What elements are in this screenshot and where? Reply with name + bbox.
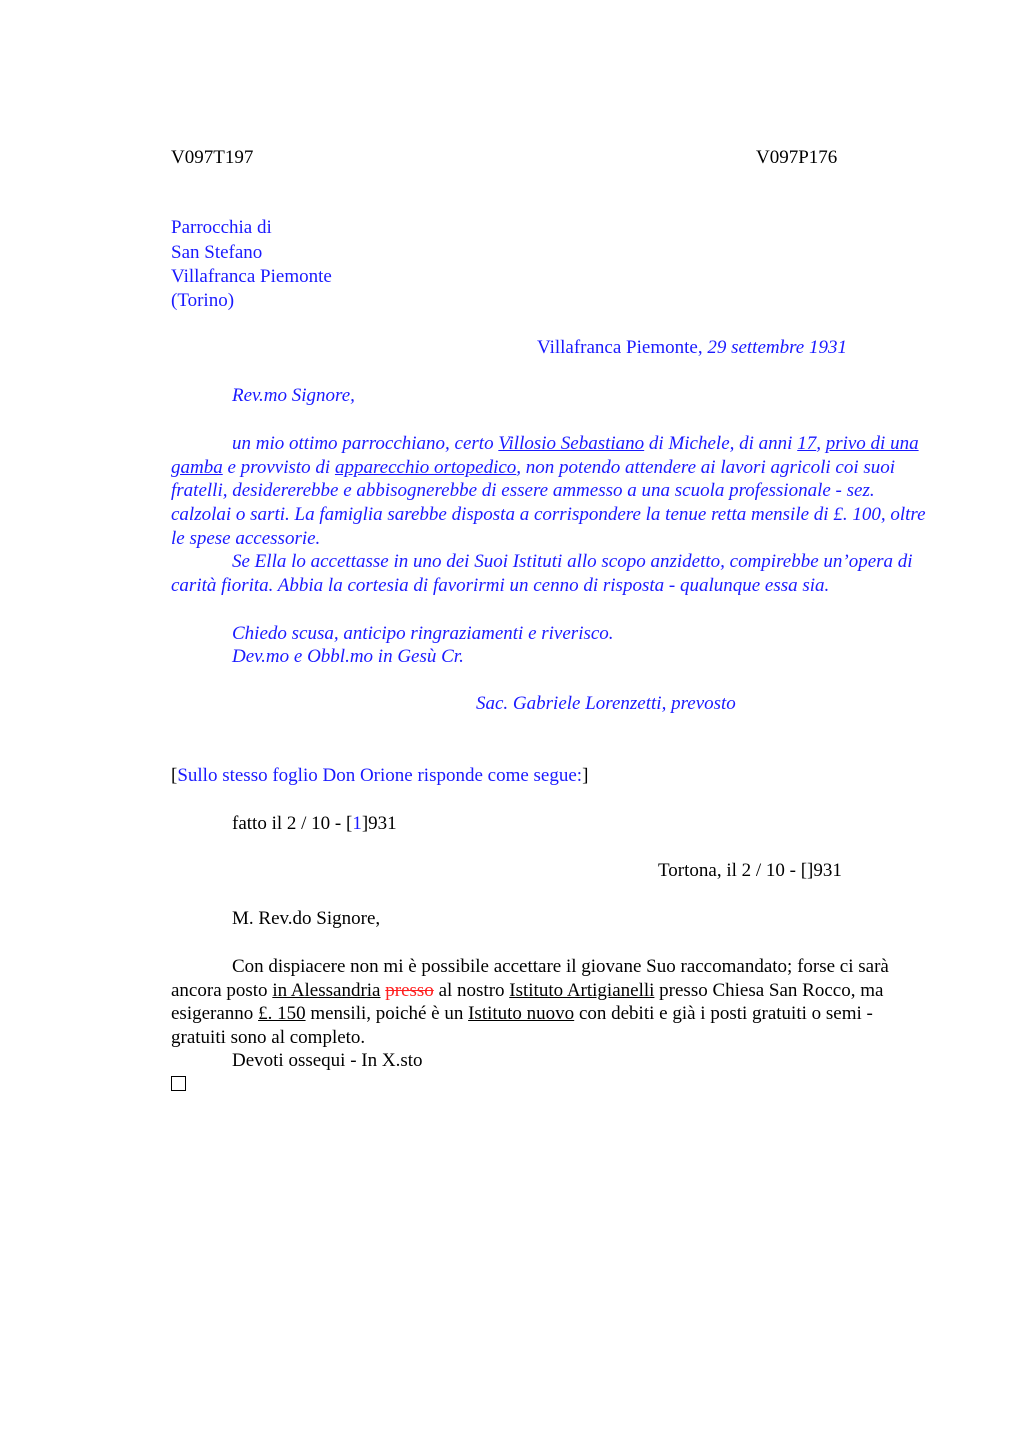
underlined-city: in Alessandria [272,979,381,1001]
letterhead-line-2: San Stefano [171,242,263,263]
reply-dateline: Tortona, il 2 / 10 - []931 [658,860,842,881]
reply-salutation: M. Rev.do Signore, [232,908,381,929]
reply-closing: Devoti ossequi - In X.sto [232,1050,423,1071]
underlined-institute: Istituto Artigianelli [509,979,655,1001]
reply-body: Con dispiacere non mi è possibile accettare il giovane Suo raccomandato; forse ci sarà ancora posto in Alessandria presso al nostro Istituto Artigianelli presso Chiesa San Rocco, ma esigeranno £. 150 mensili, poiché è un Istituto nuovo con debiti e già i posti gratuiti o semi - gratuiti sono al completo. [171,956,889,1049]
letter-paragraph-2: Se Ella lo accettasse in uno dei Suoi Istituti allo scopo anzidetto, compirebbe un’opera di carità fiorita. Abbia la cortesia di favorirmi un cenno di risposta - qualunque essa sia. [171,551,913,596]
underlined-device: apparecchio ortopedico [334,456,517,478]
letterhead-line-3: Villafranca Piemonte [171,266,332,287]
underlined-new-institute: Istituto nuovo [468,1003,575,1025]
underlined-amount: £. 150 [258,1003,306,1025]
underlined-name: Villosio Sebastiano [498,433,645,454]
dateline-place: Villafranca Piemonte, [537,337,703,358]
letter-paragraph-3: Chiedo scusa, anticipo ringraziamenti e riverisco. [232,623,614,644]
struck-word: presso [385,979,434,1001]
right-code: V097P176 [756,147,838,168]
letter-signature: Sac. Gabriele Lorenzetti, prevosto [476,693,736,714]
left-code: V097T197 [171,147,254,168]
editorial-note: [Sullo stesso foglio Don Orione risponde come segue:] [171,765,589,786]
underlined-age: 17 [797,433,817,454]
letterhead-line-1: Parrocchia di [171,217,272,238]
letter-paragraph-4: Dev.mo e Obbl.mo in Gesù Cr. [232,646,464,667]
dateline-date: 29 settembre 1931 [707,337,847,358]
letter-dateline [537,336,847,360]
letter-salutation: Rev.mo Signore, [232,385,355,406]
letterhead-line-4: (Torino) [171,290,235,311]
square-mark-icon [171,1076,186,1091]
reply-fatto: fatto il 2 / 10 - [1]931 [232,813,397,834]
letter-paragraph-1: un mio ottimo parrocchiano, certo Villosio Sebastiano di Michele, di anni 17, privo di una gamba e provvisto di apparecchio ortopedico, non potendo attendere ai lavori agricoli coi suoi fratelli, desidererebbe e abbisognerebbe di essere ammesso a una scuola professionale - sez. calzolai o sarti. La famiglia sarebbe disposta a corrispondere la tenue retta mensile di £. 100, oltre le spese accessorie. [171,433,926,549]
underlined-condition: privo di una gamba [171,433,919,478]
